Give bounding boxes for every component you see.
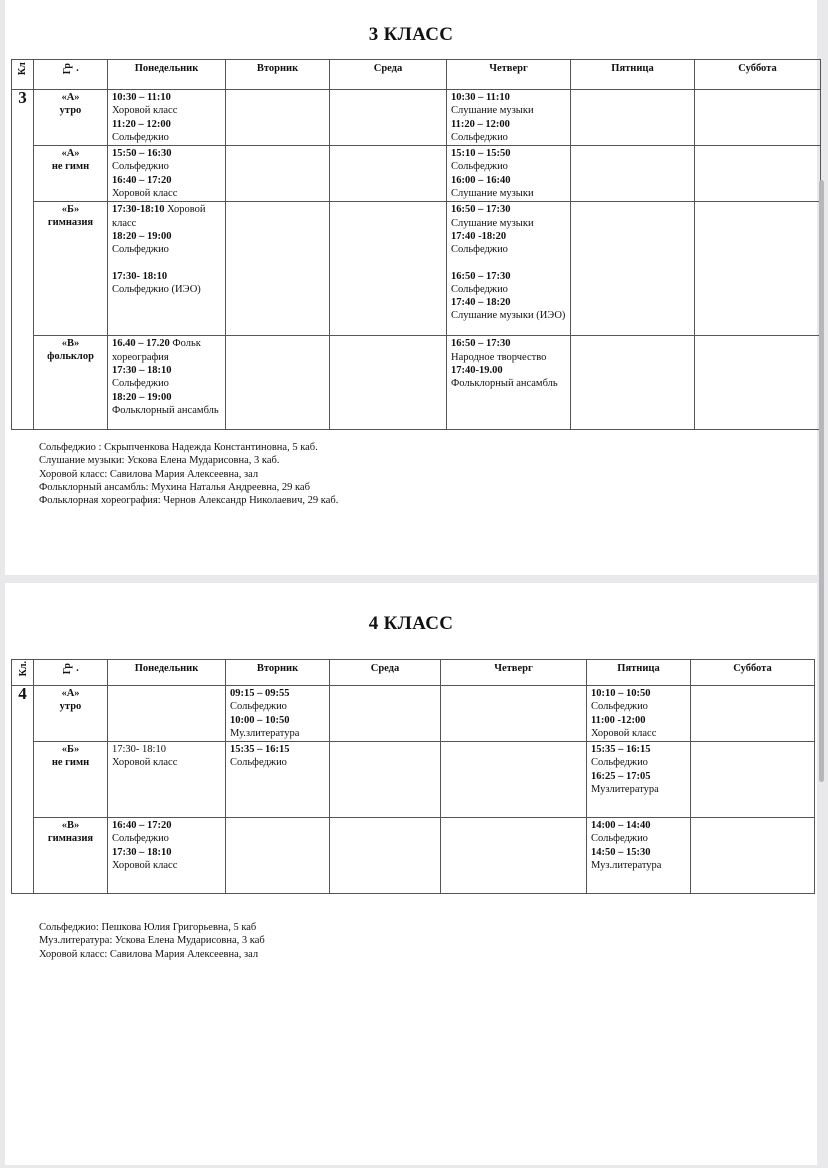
lesson-subject: Сольфеджио [451, 244, 508, 256]
lesson-subject: Сольфеджио [112, 833, 169, 845]
lesson-entry [112, 118, 221, 145]
group-name-line: «А» [61, 688, 80, 699]
header-row [12, 660, 815, 686]
cell-tuesday [226, 818, 330, 894]
cell-friday [587, 818, 691, 894]
lesson-time: 11:20 – 12:00 [112, 118, 171, 130]
cell-thursday [441, 742, 587, 818]
cell-wednesday [330, 202, 447, 336]
group-name-line: «В» [61, 820, 80, 832]
lesson-time: 16:40 – 17:20 [112, 820, 172, 832]
scrollbar[interactable] [819, 180, 824, 782]
group-name-line: «А» [61, 92, 80, 103]
cell-monday [108, 818, 226, 894]
teacher-note: Сольфеджио: Пешкова Юлия Григорьевна, 5 каб [39, 922, 257, 933]
lesson-entry [451, 337, 566, 364]
lesson-entry [112, 174, 221, 201]
group-name [34, 146, 108, 202]
cell-monday [108, 686, 226, 742]
cell-wednesday [330, 818, 441, 894]
lesson-entry [591, 819, 686, 846]
page-class-4 [5, 583, 817, 1165]
lesson-subject: Сольфеджио [230, 701, 287, 713]
header-group: Гр . [34, 60, 108, 90]
group-row [12, 146, 821, 202]
lesson-subject: Хоровой класс [591, 727, 657, 739]
lesson-time: 16:50 – 17:30 [451, 204, 511, 216]
header-wednesday: Среда [330, 660, 441, 686]
lesson-subject: Муз.литература [591, 860, 662, 872]
teachers-notes [39, 921, 265, 961]
lesson-time: 17:30-18:10 [112, 204, 165, 216]
group-name-line: гимназия [47, 833, 94, 845]
page-class-3 [5, 0, 817, 575]
cell-friday [571, 146, 695, 202]
lesson-time: 11:00 -12:00 [591, 714, 646, 726]
lesson-time: 10:30 – 11:10 [112, 92, 171, 103]
lesson-entry [112, 364, 221, 391]
cell-tuesday [226, 742, 330, 818]
cell-monday [108, 336, 226, 430]
lesson-entry [591, 687, 686, 714]
group-row [12, 686, 815, 742]
page-title: 4 КЛАСС [368, 613, 454, 634]
group-name-line: утро [59, 701, 82, 712]
lesson-time: 09:15 – 09:55 [230, 688, 290, 699]
lesson-time: 10:30 – 11:10 [451, 92, 510, 103]
cell-wednesday [330, 90, 447, 146]
lesson-entry [230, 743, 325, 770]
header-group: Гр . [34, 660, 108, 686]
lesson-entry [112, 147, 221, 174]
header-saturday: Суббота [695, 60, 821, 90]
lesson-entry [451, 230, 566, 257]
cell-thursday [441, 686, 587, 742]
lesson-time: 16:50 – 17:30 [451, 338, 511, 350]
group-name-line: «Б» [61, 204, 80, 216]
lesson-entry [451, 147, 566, 174]
lesson-subject: Слушание музыки [451, 217, 534, 229]
lesson-time: 15:10 – 15:50 [451, 148, 511, 160]
lesson-time: 15:50 – 16:30 [112, 148, 172, 160]
teacher-note: Хоровой класс: Савилова Мария Алексеевна, зал [39, 948, 259, 960]
lesson-time: 16:25 – 17:05 [591, 770, 651, 782]
group-name-line: фольклор [47, 351, 94, 363]
header-friday: Пятница [571, 60, 695, 90]
lesson-entry [591, 714, 686, 741]
teacher-note: Муз.литература: Ускова Елена Мударисовна, 3 каб [39, 935, 265, 947]
lesson-subject: Му.злитература [230, 727, 300, 739]
header-tuesday: Вторник [226, 60, 330, 90]
lesson-subject: Сольфеджио [591, 833, 648, 845]
header-class: Кл. [12, 660, 34, 686]
cell-friday [587, 686, 691, 742]
cell-tuesday [226, 146, 330, 202]
lesson-subject: Сольфеджио [230, 757, 287, 769]
group-row [12, 742, 815, 818]
group-name-line: утро [59, 105, 82, 116]
lesson-subject: Сольфеджио [451, 161, 508, 173]
lesson-time: 16:00 – 16:40 [451, 174, 511, 186]
cell-tuesday [226, 202, 330, 336]
lesson-entry [451, 257, 566, 270]
cell-wednesday [330, 686, 441, 742]
lesson-subject: Хоровой класс [112, 204, 206, 229]
lesson-subject: Фольк хореография [112, 338, 201, 363]
cell-saturday [691, 818, 815, 894]
group-name-line: не гимн [51, 757, 90, 769]
cell-saturday [695, 336, 821, 430]
cell-thursday [447, 90, 571, 146]
group-name-line: гимназия [47, 217, 94, 229]
header-saturday: Суббота [691, 660, 815, 686]
group-name [34, 818, 108, 894]
cell-saturday [695, 202, 821, 336]
lesson-entry [112, 270, 221, 297]
lesson-subject: Музлитература [591, 784, 659, 796]
teacher-note: Фольклорный ансамбль: Мухина Наталья Андреевна, 29 каб [39, 481, 310, 493]
header-tuesday: Вторник [226, 660, 330, 686]
lesson-time: 14:00 – 14:40 [591, 820, 651, 832]
cell-thursday [441, 818, 587, 894]
header-friday: Пятница [587, 660, 691, 686]
lesson-time: 15:35 – 16:15 [230, 744, 290, 756]
group-row [12, 336, 821, 430]
teacher-note: Слушание музыки: Ускова Елена Мударисовна, 3 каб. [39, 455, 280, 467]
group-name [34, 90, 108, 146]
teacher-note: Фольклорная хореография: Чернов Александр Николаевич, 29 каб. [39, 495, 339, 507]
group-name-line: «Б» [61, 744, 80, 756]
cell-saturday [695, 90, 821, 146]
cell-tuesday [226, 686, 330, 742]
cell-tuesday [226, 90, 330, 146]
lesson-time: 14:50 – 15:30 [591, 846, 651, 858]
group-name-line: «В» [61, 338, 80, 350]
header-monday: Понедельник [108, 660, 226, 686]
group-name [34, 742, 108, 818]
group-row [12, 202, 821, 336]
lesson-subject: Фольклорный ансамбль [112, 404, 219, 416]
lesson-entry [112, 91, 221, 118]
lesson-subject: Фольклорный ансамбль [451, 378, 558, 390]
header-monday: Понедельник [108, 60, 226, 90]
lesson-time: 16.40 – 17.20 [112, 338, 170, 350]
lesson-entry [451, 364, 566, 391]
lesson-time: 10:10 – 10:50 [591, 688, 651, 699]
lesson-entry [451, 91, 566, 118]
lesson-time: 17:40 -18:20 [451, 230, 507, 242]
lesson-entry [112, 391, 221, 418]
cell-friday [571, 336, 695, 430]
cell-friday [587, 742, 691, 818]
lesson-subject: Сольфеджио [451, 131, 508, 143]
lesson-subject: Хоровой класс [112, 757, 178, 769]
header-wednesday: Среда [330, 60, 447, 90]
lesson-subject: Сольфеджио [112, 161, 169, 173]
lesson-time: 18:20 – 19:00 [112, 230, 172, 242]
lesson-entry [451, 296, 566, 323]
teacher-note: Сольфеджио : Скрыпченкова Надежда Константиновна, 5 каб. [39, 442, 318, 453]
lesson-subject: Хоровой класс [112, 188, 178, 200]
lesson-time: 17:40-19.00 [451, 364, 503, 376]
cell-saturday [691, 742, 815, 818]
cell-tuesday [226, 336, 330, 430]
class-number: 4 [12, 686, 34, 894]
lesson-entry [451, 270, 566, 297]
lesson-subject: Хоровой класс [112, 105, 178, 117]
page-title: 3 КЛАСС [368, 24, 454, 45]
cell-friday [571, 202, 695, 336]
lesson-time: 17:30 – 18:10 [112, 846, 172, 858]
lesson-subject: Сольфеджио [451, 283, 508, 295]
lesson-entry [112, 230, 221, 257]
lesson-entry [451, 203, 566, 230]
cell-monday [108, 202, 226, 336]
group-name-line: «А» [61, 148, 80, 160]
lesson-entry [112, 846, 221, 873]
group-name [34, 202, 108, 336]
lesson-subject: Сольфеджио [591, 701, 648, 713]
lesson-time: 17:30- 18:10 [112, 744, 166, 756]
cell-friday [571, 90, 695, 146]
cell-monday [108, 90, 226, 146]
lesson-entry [451, 118, 566, 145]
cell-saturday [695, 146, 821, 202]
lesson-subject: Слушание музыки [451, 188, 534, 200]
lesson-entry [112, 203, 221, 230]
header-row [12, 60, 821, 90]
lesson-entry [230, 687, 325, 714]
lesson-entry [112, 337, 221, 364]
cell-thursday [447, 146, 571, 202]
cell-thursday [447, 336, 571, 430]
lesson-subject: Слушание музыки [451, 105, 534, 117]
teacher-note: Хоровой класс: Савилова Мария Алексеевна, зал [39, 468, 259, 480]
lesson-entry [112, 819, 221, 846]
lesson-time: 10:00 – 10:50 [230, 714, 290, 726]
lesson-time: 16:40 – 17:20 [112, 174, 172, 186]
lesson-subject: Сольфеджио [591, 757, 648, 769]
lesson-time: 16:50 – 17:30 [451, 270, 511, 282]
header-class: Кл [12, 60, 34, 90]
cell-thursday [447, 202, 571, 336]
lesson-time: 17:30 – 18:10 [112, 364, 172, 376]
lesson-subject: Сольфеджио [112, 378, 169, 390]
group-name [34, 336, 108, 430]
group-row [12, 818, 815, 894]
lesson-entry [112, 257, 221, 270]
class-number: 3 [12, 90, 34, 430]
lesson-time: 11:20 – 12:00 [451, 118, 510, 130]
lesson-time: 15:35 – 16:15 [591, 744, 651, 756]
lesson-entry [451, 174, 566, 201]
lesson-subject: Слушание музыки (ИЭО) [451, 310, 566, 322]
lesson-subject: Народное творчество [451, 351, 547, 363]
lesson-subject: Сольфеджио (ИЭО) [112, 283, 201, 295]
lesson-subject: Сольфеджио [112, 244, 169, 256]
lesson-time: 17:40 – 18:20 [451, 297, 511, 309]
cell-wednesday [330, 336, 447, 430]
lesson-entry [591, 846, 686, 873]
group-row [12, 90, 821, 146]
schedule-table-class-3 [11, 59, 821, 430]
group-name [34, 686, 108, 742]
lesson-time: 17:30- 18:10 [112, 270, 168, 282]
teachers-notes [39, 441, 338, 507]
cell-wednesday [330, 742, 441, 818]
lesson-entry [112, 743, 221, 770]
lesson-entry [591, 743, 686, 770]
lesson-entry [230, 714, 325, 741]
header-thursday: Четверг [447, 60, 571, 90]
cell-monday [108, 146, 226, 202]
lesson-subject: Хоровой класс [112, 860, 178, 872]
lesson-entry [591, 770, 686, 797]
cell-monday [108, 742, 226, 818]
lesson-time: 18:20 – 19:00 [112, 391, 172, 403]
schedule-table-class-4 [11, 659, 815, 894]
cell-saturday [691, 686, 815, 742]
cell-wednesday [330, 146, 447, 202]
group-name-line: не гимн [51, 161, 90, 173]
header-thursday: Четверг [441, 660, 587, 686]
lesson-subject: Сольфеджио [112, 131, 169, 143]
